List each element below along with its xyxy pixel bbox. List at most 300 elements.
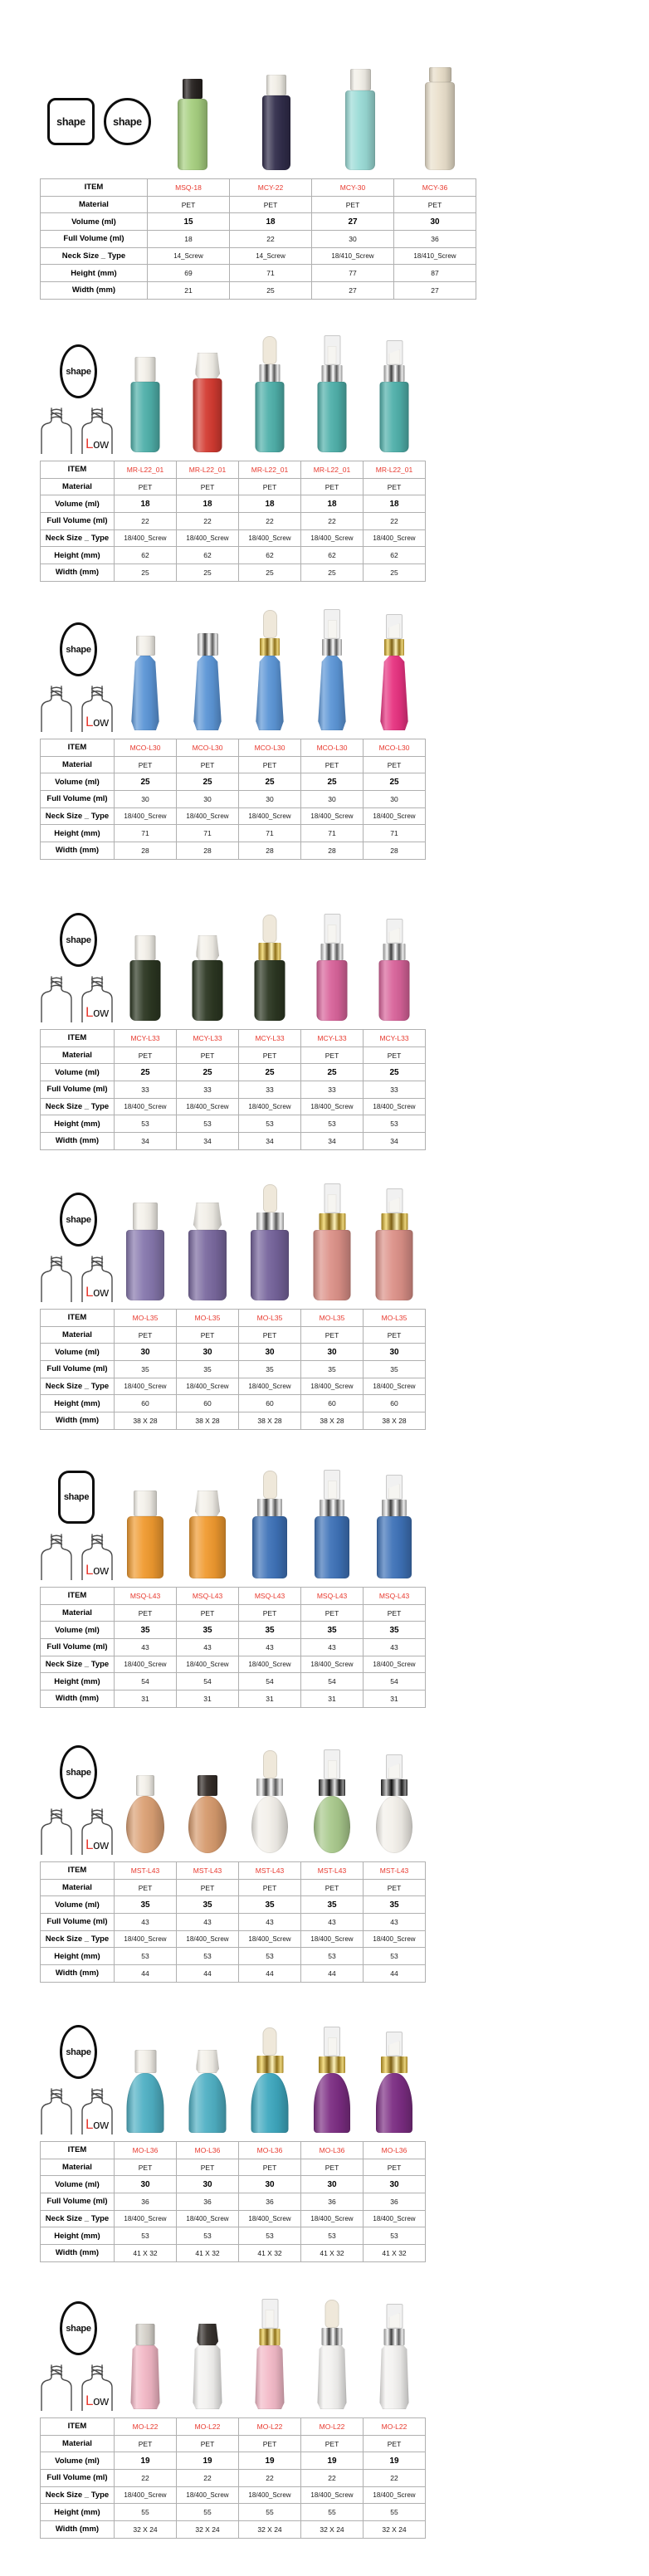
bottle-photo bbox=[251, 1750, 288, 1853]
spec-table bbox=[40, 461, 426, 582]
spray-nozzle bbox=[328, 2037, 337, 2056]
bottle-cap bbox=[196, 935, 219, 960]
spec-value-neck: 18/400_Screw bbox=[364, 1931, 426, 1949]
bottle-photo bbox=[193, 2324, 222, 2409]
spec-value-volume: 25 bbox=[364, 1064, 426, 1081]
low-label-l: L bbox=[85, 714, 94, 729]
spec-value-volume: 30 bbox=[394, 213, 476, 231]
spec-value-full_volume: 43 bbox=[239, 1914, 301, 1931]
neck-diagram bbox=[40, 685, 73, 732]
bottle-photo bbox=[377, 1475, 412, 1578]
spray-nozzle bbox=[266, 2310, 275, 2328]
spec-row-label: ITEM bbox=[41, 179, 148, 197]
spec-table bbox=[40, 1029, 426, 1150]
spec-value-height: 62 bbox=[364, 547, 426, 564]
bottle-cap bbox=[350, 69, 371, 90]
spec-table bbox=[40, 1861, 426, 1983]
spec-value-material: PET bbox=[301, 2159, 364, 2177]
dropper-collar bbox=[257, 1499, 282, 1516]
bottle-photo bbox=[314, 2027, 350, 2133]
bottle-photo bbox=[380, 2304, 409, 2409]
spec-row-label: Full Volume (ml) bbox=[41, 513, 115, 530]
shape-label: shape bbox=[66, 1767, 91, 1778]
bottle-body bbox=[314, 1796, 350, 1853]
bottle-photo bbox=[380, 614, 408, 730]
pump-overcap bbox=[386, 1754, 403, 1779]
bottle-cap bbox=[136, 2324, 155, 2345]
spec-value-width: 38 X 28 bbox=[177, 1412, 239, 1430]
spec-value-material: PET bbox=[394, 197, 476, 214]
spec-value-volume: 30 bbox=[364, 1344, 426, 1361]
pump-nozzle bbox=[388, 2313, 400, 2328]
spec-value-width: 25 bbox=[230, 282, 312, 300]
bottle-cap bbox=[183, 79, 203, 99]
spec-value-item: MCY-L33 bbox=[177, 1030, 239, 1047]
pump-collar bbox=[381, 2056, 407, 2073]
screw-neck-sketch-icon bbox=[40, 975, 73, 1022]
spec-row-label: Volume (ml) bbox=[41, 773, 115, 791]
spec-value-volume: 30 bbox=[301, 1344, 364, 1361]
spec-value-height: 55 bbox=[177, 2504, 239, 2521]
bottle-photo bbox=[380, 340, 409, 452]
low-label-ow: ow bbox=[93, 1006, 109, 1020]
spec-value-material: PET bbox=[115, 2159, 177, 2177]
spec-value-height: 53 bbox=[115, 1115, 177, 1133]
spec-row-label: Neck Size _ Type bbox=[41, 2487, 115, 2505]
spec-value-neck: 18/400_Screw bbox=[301, 1378, 364, 1396]
spray-nozzle bbox=[328, 1760, 337, 1778]
pump-collar bbox=[381, 1779, 407, 1796]
spec-row-label: Volume (ml) bbox=[41, 1344, 115, 1361]
spec-value-material: PET bbox=[177, 1605, 239, 1622]
spec-value-width: 41 X 32 bbox=[177, 2245, 239, 2262]
spec-value-material: PET bbox=[177, 2436, 239, 2453]
bottle-photo bbox=[318, 335, 347, 452]
low-label bbox=[85, 436, 109, 452]
spec-row-label: Width (mm) bbox=[41, 282, 148, 300]
product-section-2 bbox=[0, 324, 649, 602]
bottle-photo bbox=[314, 1183, 351, 1300]
spec-value-material: PET bbox=[177, 757, 239, 774]
low-neck-diagram bbox=[81, 407, 114, 454]
spec-value-material: PET bbox=[230, 197, 312, 214]
spec-row-label: Width (mm) bbox=[41, 1690, 115, 1708]
spec-value-item: MO-L35 bbox=[239, 1310, 301, 1327]
spec-value-width: 44 bbox=[239, 1965, 301, 1983]
spec-value-item: MCY-36 bbox=[394, 179, 476, 197]
bottle-photo bbox=[315, 1470, 349, 1578]
spec-value-neck: 14_Screw bbox=[230, 248, 312, 266]
bottle-body bbox=[256, 382, 285, 452]
spec-table bbox=[40, 739, 426, 860]
spec-value-width: 41 X 32 bbox=[301, 2245, 364, 2262]
bottle-cap bbox=[135, 935, 156, 960]
screw-neck-sketch-icon bbox=[40, 1255, 73, 1302]
pump-nozzle bbox=[388, 928, 400, 943]
spec-value-height: 53 bbox=[177, 1948, 239, 1965]
spec-value-material: PET bbox=[312, 197, 394, 214]
spec-row-label: Volume (ml) bbox=[41, 2452, 115, 2470]
spec-value-material: PET bbox=[239, 1327, 301, 1344]
low-label bbox=[85, 2393, 109, 2409]
dropper-collar bbox=[256, 2056, 283, 2073]
neck-diagram bbox=[40, 1255, 73, 1302]
bottle-photo bbox=[131, 357, 160, 452]
bottle-cap bbox=[136, 636, 155, 656]
spec-value-volume: 18 bbox=[230, 213, 312, 231]
bottle-photo bbox=[127, 2050, 164, 2133]
pump-nozzle bbox=[388, 1764, 400, 1778]
bottle-body bbox=[127, 2073, 164, 2133]
bottle-cap bbox=[195, 353, 220, 378]
spray-nozzle bbox=[328, 925, 337, 943]
spec-value-width: 31 bbox=[115, 1690, 177, 1708]
spec-value-width: 25 bbox=[177, 564, 239, 582]
spec-row-label: Height (mm) bbox=[41, 1673, 115, 1690]
spec-table bbox=[40, 1587, 426, 1708]
spec-row-label: Height (mm) bbox=[41, 825, 115, 842]
spec-value-volume: 15 bbox=[148, 213, 230, 231]
spec-value-height: 54 bbox=[301, 1673, 364, 1690]
spec-value-volume: 25 bbox=[364, 773, 426, 791]
spec-value-volume: 30 bbox=[177, 2176, 239, 2193]
spec-value-item: MR-L22_01 bbox=[115, 461, 177, 479]
bottle-body bbox=[314, 2073, 350, 2133]
spec-value-item: MO-L35 bbox=[177, 1310, 239, 1327]
spec-row-label: ITEM bbox=[41, 2142, 115, 2159]
low-neck-diagram bbox=[81, 1255, 114, 1302]
bottle-body bbox=[130, 960, 161, 1021]
spec-value-material: PET bbox=[301, 1047, 364, 1065]
bottle-photo bbox=[189, 1490, 226, 1578]
spec-value-neck: 18/400_Screw bbox=[301, 2211, 364, 2228]
low-label bbox=[85, 1837, 109, 1853]
spec-value-item: MSQ-L43 bbox=[239, 1588, 301, 1605]
spec-value-item: MSQ-L43 bbox=[177, 1588, 239, 1605]
spec-value-volume: 35 bbox=[115, 1622, 177, 1639]
spec-value-volume: 18 bbox=[115, 495, 177, 513]
low-label-ow: ow bbox=[93, 437, 109, 451]
spec-value-neck: 18/400_Screw bbox=[364, 2487, 426, 2505]
spec-value-volume: 25 bbox=[177, 773, 239, 791]
spec-value-width: 27 bbox=[394, 282, 476, 300]
spec-value-material: PET bbox=[301, 479, 364, 496]
bottle-body bbox=[256, 2345, 285, 2409]
spec-value-item: MCY-30 bbox=[312, 179, 394, 197]
bottle-body bbox=[318, 382, 347, 452]
bottle-cap bbox=[197, 2324, 218, 2345]
spec-value-material: PET bbox=[301, 2436, 364, 2453]
spec-row-label: Full Volume (ml) bbox=[41, 1914, 115, 1931]
spec-value-full_volume: 36 bbox=[115, 2193, 177, 2211]
spec-value-height: 54 bbox=[115, 1673, 177, 1690]
spec-value-height: 71 bbox=[177, 825, 239, 842]
spec-value-neck: 18/400_Screw bbox=[239, 2487, 301, 2505]
spec-value-full_volume: 33 bbox=[177, 1081, 239, 1099]
spec-value-width: 31 bbox=[301, 1690, 364, 1708]
bottle-photo bbox=[193, 935, 223, 1021]
bottle-cap bbox=[136, 1775, 154, 1796]
shape-ellipse-icon bbox=[60, 2025, 97, 2079]
spec-value-neck: 18/400_Screw bbox=[115, 808, 177, 826]
product-section-9 bbox=[0, 2281, 649, 2576]
spec-value-neck: 18/400_Screw bbox=[364, 1378, 426, 1396]
spec-value-neck: 18/400_Screw bbox=[301, 2487, 364, 2505]
spec-value-width: 38 X 28 bbox=[364, 1412, 426, 1430]
spec-row-label: ITEM bbox=[41, 1862, 115, 1880]
spec-value-volume: 25 bbox=[239, 773, 301, 791]
bottle-body bbox=[380, 656, 408, 730]
product-section-6 bbox=[0, 1450, 649, 1725]
spec-value-width: 31 bbox=[177, 1690, 239, 1708]
spec-value-full_volume: 36 bbox=[239, 2193, 301, 2211]
bottle-photo bbox=[130, 935, 161, 1021]
spec-value-width: 44 bbox=[301, 1965, 364, 1983]
spec-value-volume: 25 bbox=[115, 773, 177, 791]
spec-value-item: MO-L36 bbox=[364, 2142, 426, 2159]
spray-overcap bbox=[324, 609, 340, 639]
spec-value-item: MST-L43 bbox=[364, 1862, 426, 1880]
shape-label: shape bbox=[66, 934, 91, 945]
spec-value-item: MR-L22_01 bbox=[239, 461, 301, 479]
spec-value-volume: 30 bbox=[177, 1344, 239, 1361]
spec-value-height: 60 bbox=[239, 1395, 301, 1412]
spray-nozzle bbox=[328, 346, 337, 364]
spec-row-label: ITEM bbox=[41, 1310, 115, 1327]
dropper-bulb bbox=[263, 1750, 277, 1778]
spec-value-width: 34 bbox=[177, 1133, 239, 1150]
shape-ellipse-icon bbox=[60, 622, 97, 676]
spray-collar bbox=[319, 2056, 345, 2073]
spec-row-label: Height (mm) bbox=[41, 2227, 115, 2245]
spec-value-item: MR-L22_01 bbox=[177, 461, 239, 479]
spec-value-neck: 18/400_Screw bbox=[364, 530, 426, 548]
bottle-photo bbox=[379, 919, 410, 1021]
spray-overcap bbox=[324, 1749, 340, 1779]
spec-value-neck: 18/410_Screw bbox=[394, 248, 476, 266]
shape-ellipse-icon bbox=[60, 344, 97, 398]
spec-value-item: MCO-L30 bbox=[177, 739, 239, 757]
shape-square-icon bbox=[47, 98, 95, 145]
spec-row-label: Width (mm) bbox=[41, 842, 115, 860]
spray-collar bbox=[322, 639, 342, 656]
bottle-photo bbox=[256, 2299, 285, 2409]
spec-value-material: PET bbox=[177, 1327, 239, 1344]
spec-value-width: 31 bbox=[239, 1690, 301, 1708]
bottle-photo bbox=[317, 914, 348, 1021]
neck-diagram bbox=[40, 2087, 73, 2134]
bottle-cap bbox=[193, 1203, 222, 1230]
bottle-cap bbox=[429, 67, 451, 82]
spec-value-item: MST-L43 bbox=[301, 1862, 364, 1880]
spec-value-height: 60 bbox=[364, 1395, 426, 1412]
low-label-l: L bbox=[85, 436, 94, 451]
spec-value-height: 71 bbox=[301, 825, 364, 842]
bottle-photo bbox=[262, 75, 290, 170]
spec-value-volume: 18 bbox=[364, 495, 426, 513]
shape-ellipse-icon bbox=[60, 2301, 97, 2355]
spec-row-label: Material bbox=[41, 757, 115, 774]
spec-value-material: PET bbox=[115, 2436, 177, 2453]
spec-value-width: 38 X 28 bbox=[115, 1412, 177, 1430]
spec-value-full_volume: 22 bbox=[239, 513, 301, 530]
spec-value-height: 53 bbox=[301, 1948, 364, 1965]
spec-value-neck: 18/400_Screw bbox=[364, 2211, 426, 2228]
spec-value-volume: 35 bbox=[301, 1622, 364, 1639]
spec-row-label: Width (mm) bbox=[41, 2245, 115, 2262]
spec-row-label: Neck Size _ Type bbox=[41, 1931, 115, 1949]
spec-value-full_volume: 35 bbox=[239, 1361, 301, 1378]
spec-row-label: Height (mm) bbox=[41, 1395, 115, 1412]
spec-value-full_volume: 30 bbox=[239, 791, 301, 808]
spray-nozzle bbox=[328, 1481, 337, 1499]
spec-value-full_volume: 22 bbox=[230, 231, 312, 248]
spray-nozzle bbox=[328, 620, 337, 638]
spec-value-full_volume: 35 bbox=[364, 1361, 426, 1378]
spec-value-item: MST-L43 bbox=[177, 1862, 239, 1880]
spec-value-full_volume: 35 bbox=[115, 1361, 177, 1378]
spec-row-label: Width (mm) bbox=[41, 2521, 115, 2539]
product-section-7 bbox=[0, 1725, 649, 2004]
spray-collar bbox=[322, 365, 343, 382]
spec-value-volume: 30 bbox=[115, 1344, 177, 1361]
spec-value-neck: 18/400_Screw bbox=[239, 530, 301, 548]
spec-value-full_volume: 30 bbox=[177, 791, 239, 808]
low-label-l: L bbox=[85, 1837, 94, 1852]
spec-value-width: 41 X 32 bbox=[364, 2245, 426, 2262]
spec-row-label: Neck Size _ Type bbox=[41, 530, 115, 548]
spec-value-height: 53 bbox=[301, 2227, 364, 2245]
spec-row-label: Material bbox=[41, 1605, 115, 1622]
bottle-body bbox=[193, 378, 222, 452]
bottle-photo bbox=[425, 67, 455, 170]
spec-value-volume: 35 bbox=[239, 1896, 301, 1914]
shape-label: shape bbox=[66, 366, 91, 377]
low-label-ow: ow bbox=[93, 2118, 109, 2132]
bottle-cap bbox=[196, 2050, 219, 2073]
spec-row-label: Height (mm) bbox=[41, 265, 148, 282]
spray-overcap bbox=[324, 2027, 340, 2056]
spec-value-width: 27 bbox=[312, 282, 394, 300]
spec-row-label: Full Volume (ml) bbox=[41, 1081, 115, 1099]
spec-value-width: 34 bbox=[239, 1133, 301, 1150]
spec-value-item: MR-L22_01 bbox=[301, 461, 364, 479]
spec-value-height: 55 bbox=[115, 2504, 177, 2521]
spec-value-volume: 35 bbox=[239, 1622, 301, 1639]
spec-row-label: ITEM bbox=[41, 1030, 115, 1047]
spec-value-volume: 25 bbox=[177, 1064, 239, 1081]
spec-row-label: Height (mm) bbox=[41, 547, 115, 564]
spec-value-neck: 18/400_Screw bbox=[364, 1099, 426, 1116]
spray-nozzle bbox=[328, 1194, 337, 1212]
spec-row-label: ITEM bbox=[41, 1588, 115, 1605]
neck-diagram bbox=[40, 407, 73, 454]
spec-value-neck: 18/400_Screw bbox=[177, 530, 239, 548]
dropper-collar bbox=[260, 638, 280, 656]
bottle-body bbox=[189, 2073, 227, 2133]
screw-neck-sketch-icon bbox=[40, 2087, 73, 2134]
spec-row-label: ITEM bbox=[41, 2418, 115, 2436]
pump-collar bbox=[383, 944, 406, 960]
shape-circle-icon bbox=[104, 98, 151, 145]
spec-value-item: MSQ-L43 bbox=[364, 1588, 426, 1605]
spec-value-item: MO-L22 bbox=[115, 2418, 177, 2436]
spec-value-volume: 27 bbox=[312, 213, 394, 231]
spec-value-item: MO-L22 bbox=[239, 2418, 301, 2436]
spec-value-full_volume: 22 bbox=[364, 513, 426, 530]
bottle-body bbox=[188, 1230, 227, 1300]
spec-value-full_volume: 35 bbox=[301, 1361, 364, 1378]
spec-value-material: PET bbox=[239, 757, 301, 774]
spec-row-label: Width (mm) bbox=[41, 1965, 115, 1983]
low-label bbox=[85, 714, 109, 730]
spec-value-neck: 18/400_Screw bbox=[115, 1656, 177, 1674]
spec-row-label: Material bbox=[41, 2436, 115, 2453]
bottle-photo bbox=[376, 2032, 412, 2133]
spec-value-material: PET bbox=[301, 757, 364, 774]
low-label-l: L bbox=[85, 1562, 94, 1578]
shape-label: shape bbox=[63, 1492, 90, 1502]
pump-collar bbox=[384, 639, 404, 656]
pump-nozzle bbox=[388, 1198, 400, 1212]
pump-overcap bbox=[386, 614, 403, 639]
spec-row-label: Full Volume (ml) bbox=[41, 791, 115, 808]
spec-value-volume: 35 bbox=[364, 1622, 426, 1639]
spec-row-label: Height (mm) bbox=[41, 1115, 115, 1133]
spec-value-item: MO-L36 bbox=[177, 2142, 239, 2159]
bottle-body bbox=[193, 2345, 222, 2409]
bottle-photo bbox=[376, 1754, 412, 1853]
spec-value-width: 28 bbox=[115, 842, 177, 860]
spec-row-label: Full Volume (ml) bbox=[41, 2193, 115, 2211]
spec-value-volume: 18 bbox=[177, 495, 239, 513]
spec-row-label: Height (mm) bbox=[41, 1948, 115, 1965]
low-label-ow: ow bbox=[93, 715, 109, 729]
spec-row-label: Full Volume (ml) bbox=[41, 2470, 115, 2487]
bottle-photo bbox=[189, 2050, 227, 2133]
spec-value-item: MSQ-L43 bbox=[301, 1588, 364, 1605]
bottle-cap bbox=[198, 1775, 217, 1796]
dropper-bulb bbox=[325, 2300, 339, 2328]
spec-value-full_volume: 22 bbox=[177, 2470, 239, 2487]
spec-value-height: 53 bbox=[115, 1948, 177, 1965]
spray-collar bbox=[319, 1779, 345, 1796]
spec-value-material: PET bbox=[177, 1880, 239, 1897]
spec-value-volume: 19 bbox=[177, 2452, 239, 2470]
bottle-body bbox=[127, 1516, 163, 1578]
pump-collar bbox=[381, 1213, 407, 1230]
neck-diagram bbox=[40, 975, 73, 1022]
spec-value-volume: 35 bbox=[301, 1896, 364, 1914]
spec-value-material: PET bbox=[364, 757, 426, 774]
pump-overcap bbox=[386, 340, 403, 365]
spray-collar bbox=[319, 1213, 345, 1230]
low-neck-diagram bbox=[81, 1533, 114, 1580]
spec-value-full_volume: 22 bbox=[301, 2470, 364, 2487]
spec-value-height: 60 bbox=[177, 1395, 239, 1412]
spec-value-full_volume: 43 bbox=[301, 1914, 364, 1931]
spec-value-material: PET bbox=[239, 1047, 301, 1065]
spec-value-height: 54 bbox=[364, 1673, 426, 1690]
spec-value-neck: 18/400_Screw bbox=[239, 1931, 301, 1949]
spec-value-neck: 18/400_Screw bbox=[239, 1378, 301, 1396]
spec-value-width: 41 X 32 bbox=[239, 2245, 301, 2262]
spec-value-full_volume: 36 bbox=[394, 231, 476, 248]
spec-value-material: PET bbox=[115, 1047, 177, 1065]
spec-row-label: Neck Size _ Type bbox=[41, 1099, 115, 1116]
spec-value-neck: 18/410_Screw bbox=[312, 248, 394, 266]
spec-value-material: PET bbox=[148, 197, 230, 214]
